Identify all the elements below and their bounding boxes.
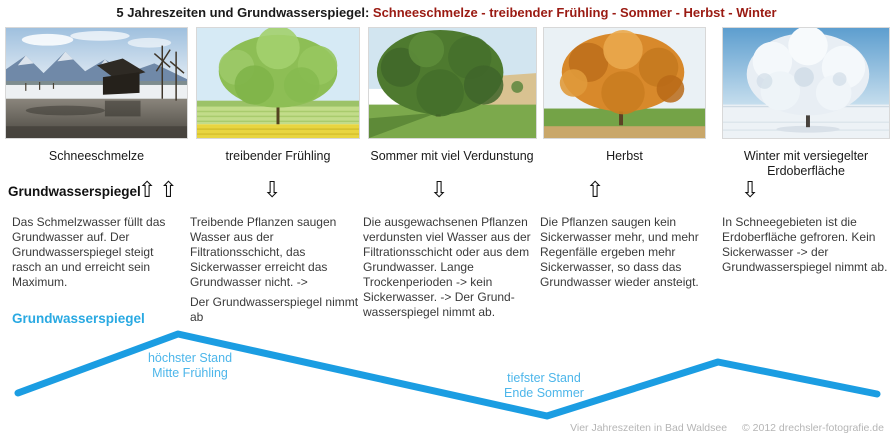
groundwater-heading: Grundwasserspiegel [8,184,141,199]
paragraph: Der Grundwasserspiegel nimmt ab [190,295,359,324]
footer-copyright: © 2012 drechsler-fotografie.de [742,422,884,434]
annotation-line: Ende Sommer [504,386,584,400]
annotation-line: Mitte Frühling [152,366,228,380]
footer-caption: Vier Jahreszeiten in Bad Waldsee [570,422,728,434]
season-label-fruehling: treibender Frühling [225,149,331,163]
autumn-tree-illustration [544,28,705,138]
season-label-winter: Winter mit versiegelter Erdoberfläche [743,149,869,178]
column-text-sommer [363,215,539,320]
paragraph: In Schneegebieten ist die Erdoberfläche gefroren. Kein Sickerwasser -> der Grundwasserspiegel nimmt ab. [722,215,888,274]
snowmelt-photo-illustration [6,28,187,138]
column-text-fruehling [190,215,360,325]
season-label-herbst: Herbst [606,149,643,163]
summer-tree-illustration [369,28,536,138]
paragraph: Das Schmelzwasser füllt das Grundwasser auf. Der Grundwasserspiegel steigt rasch an und erreicht sein Maximum. [12,215,166,289]
page-title [0,5,893,20]
down-arrow-icon-winter: ⇩ [741,178,760,203]
photo-fruehling [196,27,360,139]
column-text-herbst [540,215,712,290]
down-arrow-icon-sommer: ⇩ [430,178,449,203]
photo-sommer [368,27,537,139]
photo-schneeschmelze [5,27,188,139]
paragraph: Treibende Pflanzen saugen Wasser aus der Filtrationsschicht, das Sickerwasser erreicht das Grundwasser nicht. -> [190,215,337,289]
annotation-spring-peak [110,351,270,381]
annotation-summer-low [464,371,624,401]
photo-winter [722,27,890,139]
column-text-winter [722,215,890,275]
groundwater-level-label: Grundwasserspiegel [12,311,145,326]
up-up-arrows-icon: ⇧⇧ [138,178,181,203]
column-text-schneeschmelze [12,215,184,290]
spring-tree-illustration [197,28,359,138]
paragraph: Die Pflanzen saugen kein Sickerwasser mehr, und mehr Regenfälle ergeben mehr Sickerwasser, so dass das Grundwasser wieder ansteigt. [540,215,699,289]
winter-frost-tree-illustration [723,28,889,138]
down-arrow-icon-fruehling: ⇩ [263,178,282,203]
paragraph: Die ausgewachsenen Pflanzen verdunsten viel Wasser aus der Filtrationsschicht oder aus dem Grundwasser. Lange Trockenperioden -> kein Sickerwasser. -> Der Grund- wasserspiegel nimmt ab. [363,215,531,319]
annotation-line: tiefster Stand [507,371,581,385]
title-prefix: 5 Jahreszeiten und Grundwasserspiegel: [116,5,370,20]
title-seasons: Schneeschmelze - treibender Frühling - Sommer - Herbst - Winter [369,5,777,20]
annotation-line: höchster Stand [147,351,233,365]
footer [558,422,884,434]
season-label-schneeschmelze: Schneeschmelze [48,149,145,163]
photo-herbst [543,27,706,139]
season-label-sommer: Sommer mit viel Verdunstung [370,149,534,163]
up-arrow-icon-herbst: ⇧ [586,178,605,203]
